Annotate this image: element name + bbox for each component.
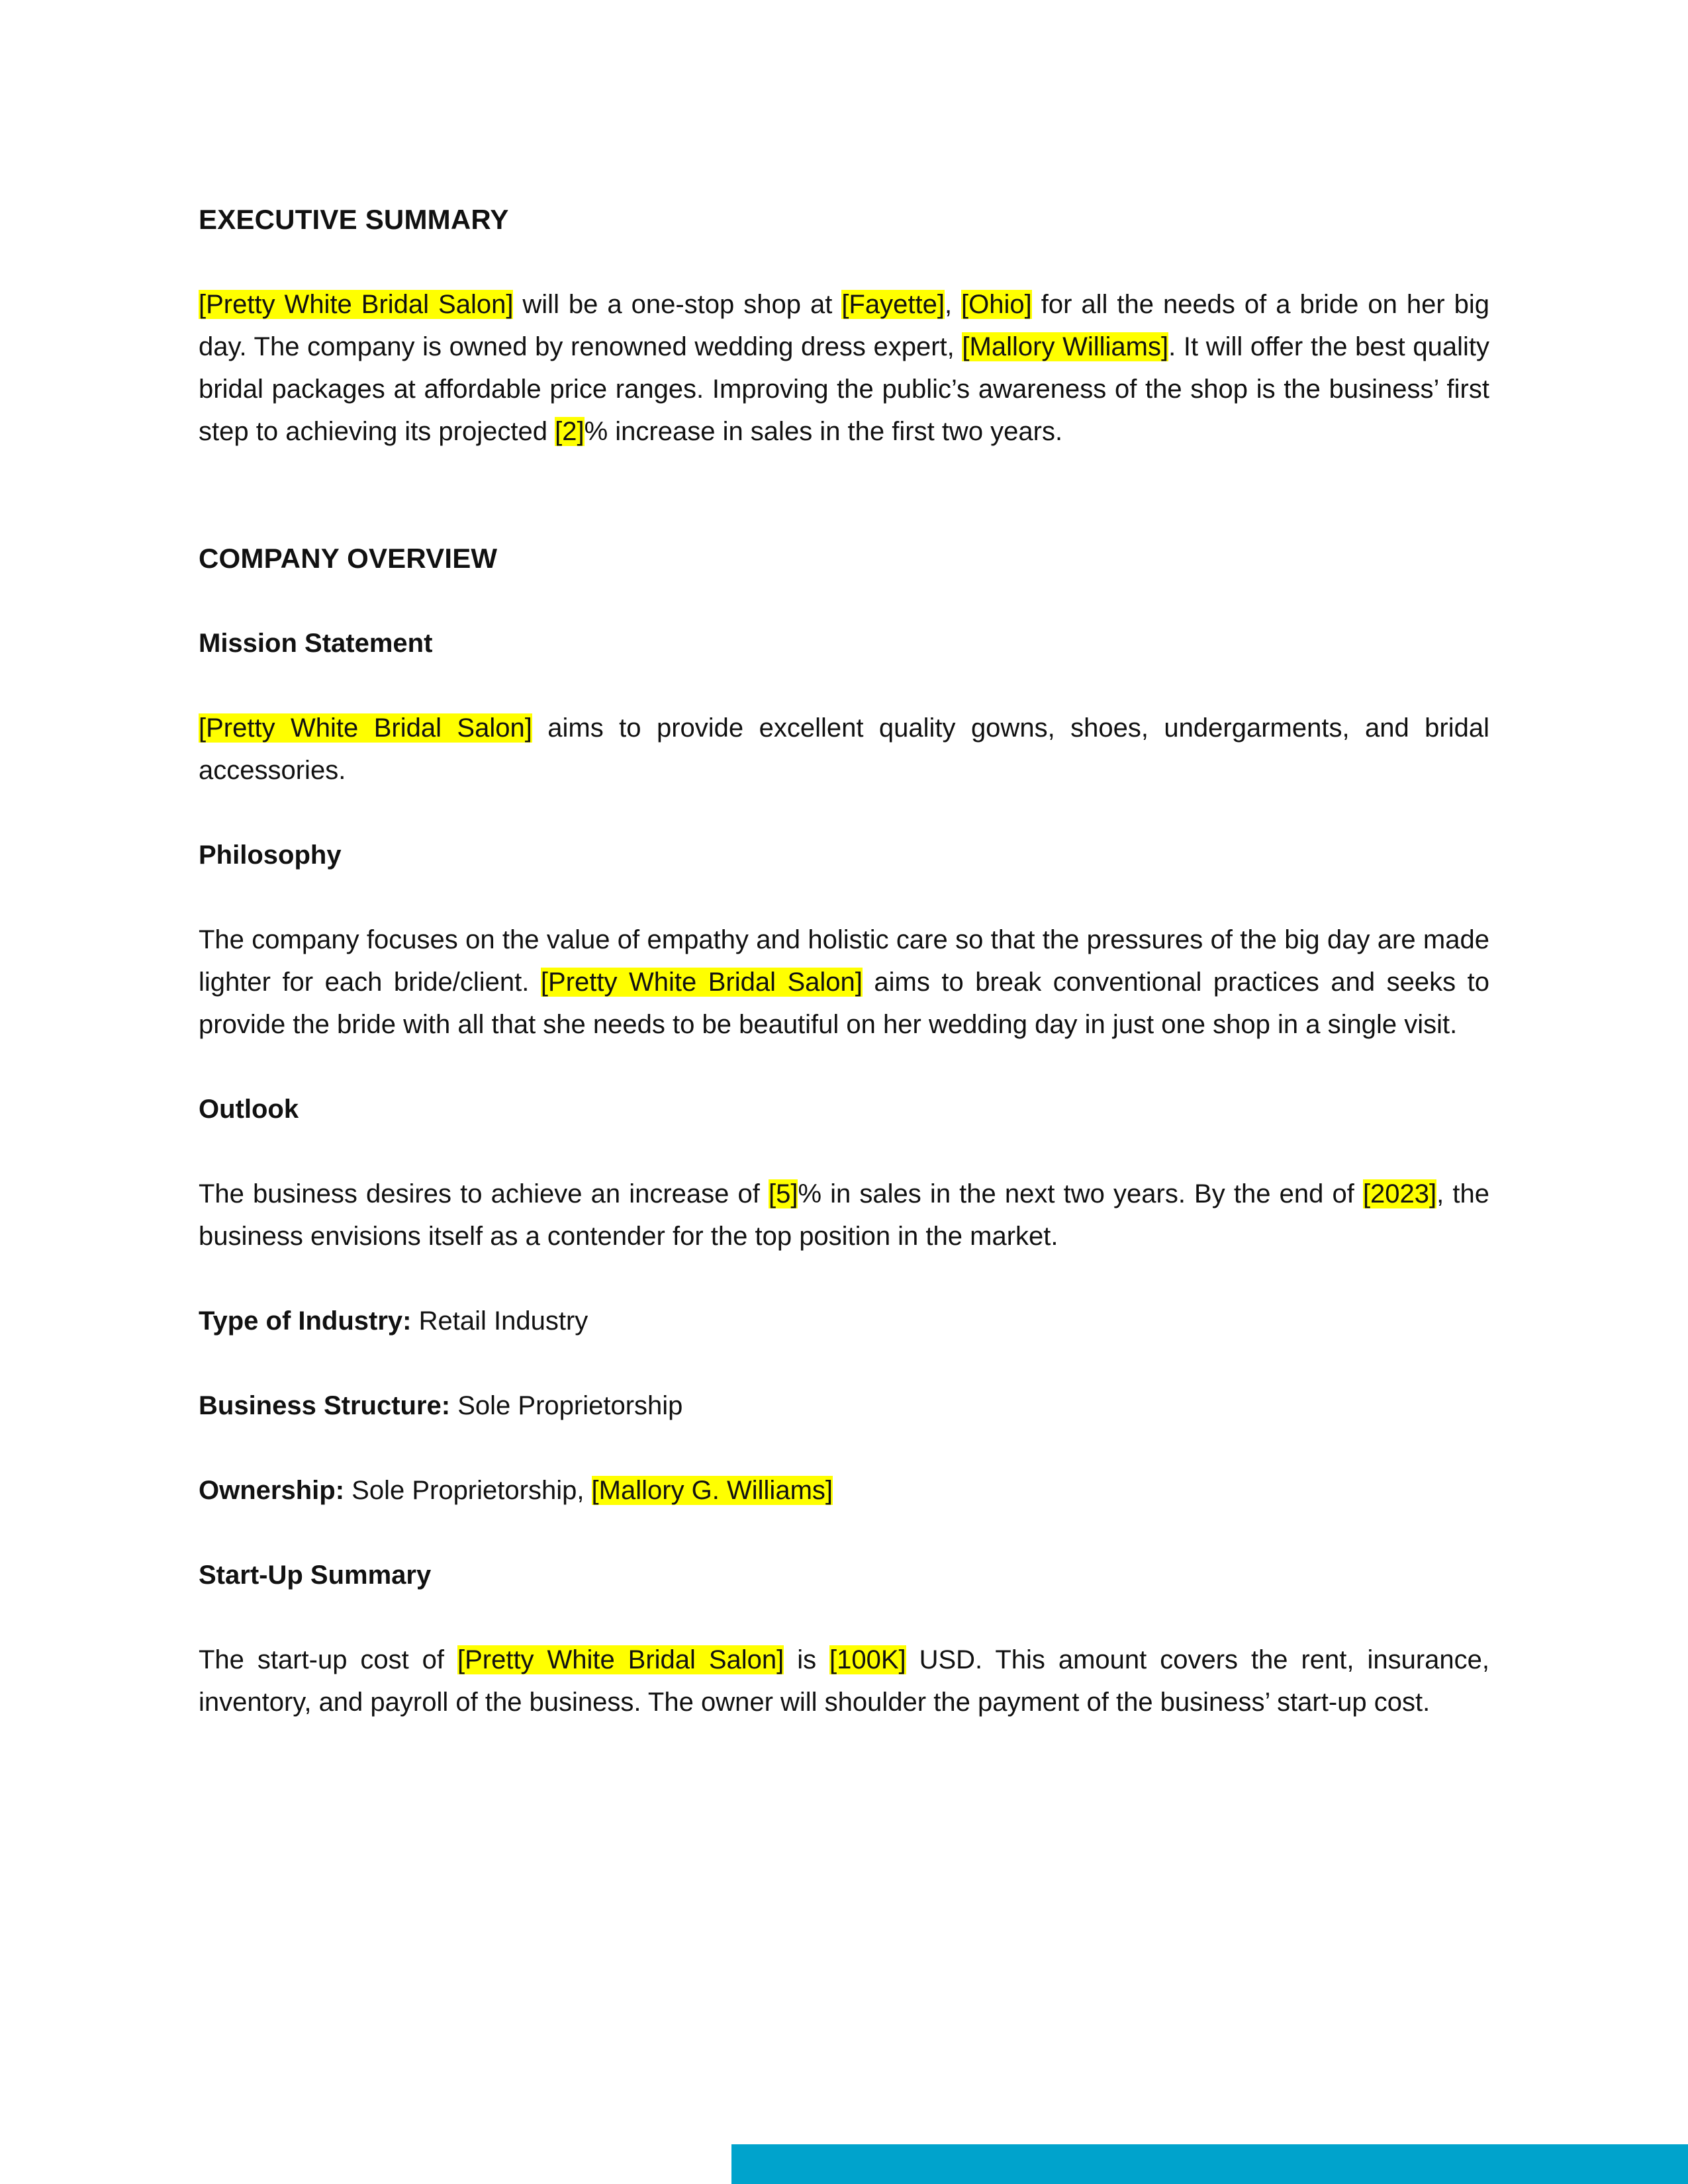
ownership-label: Ownership: xyxy=(199,1476,345,1505)
city-placeholder[interactable]: [Fayette] xyxy=(841,290,945,319)
footer-accent-bar xyxy=(731,2144,1688,2184)
outlook-paragraph xyxy=(199,1173,1489,1257)
company-placeholder[interactable]: [Pretty White Bridal Salon] xyxy=(199,713,532,743)
year-placeholder[interactable]: [2023] xyxy=(1362,1179,1437,1208)
outlook-heading: Outlook xyxy=(199,1095,299,1124)
mission-statement-heading: Mission Statement xyxy=(199,629,433,658)
text-run: aims to break conventional practices and seeks to provide the bride with all that she needs to be beautiful on her wedding day in just one shop in a single visit. xyxy=(199,968,1489,1039)
executive-summary-heading: EXECUTIVE SUMMARY xyxy=(199,204,509,235)
structure-value: Sole Proprietorship xyxy=(450,1391,683,1420)
philosophy-heading: Philosophy xyxy=(199,841,342,870)
industry-line xyxy=(199,1300,1489,1342)
percent-placeholder[interactable]: [2] xyxy=(555,417,585,446)
owner-placeholder[interactable]: [Mallory Williams] xyxy=(962,332,1169,361)
document-page xyxy=(199,199,1489,1723)
text-run: % increase in sales in the first two years. xyxy=(584,417,1063,446)
company-placeholder[interactable]: [Pretty White Bridal Salon] xyxy=(457,1645,784,1674)
text-run: USD. This amount covers the rent, insurance, inventory, and payroll of the business. The owner will shoulder the payment of the business’ start-up cost. xyxy=(199,1645,1489,1717)
text-run: The start-up cost of xyxy=(199,1645,457,1674)
text-run: will be a one-stop shop at xyxy=(513,290,842,319)
ownership-line xyxy=(199,1469,1489,1512)
company-overview-heading: COMPANY OVERVIEW xyxy=(199,543,498,574)
owner-placeholder[interactable]: [Mallory G. Williams] xyxy=(591,1476,833,1505)
executive-summary-paragraph xyxy=(199,283,1489,453)
company-placeholder[interactable]: [Pretty White Bridal Salon] xyxy=(199,290,514,319)
ownership-value: Sole Proprietorship, xyxy=(344,1476,592,1505)
text-run: . It will offer the best quality bridal packages at affordable price ranges. Improving the public’s awareness of the shop is the business’ first step to achieving its projected xyxy=(199,332,1490,446)
amount-placeholder[interactable]: [100K] xyxy=(829,1645,906,1674)
text-run: , the business envisions itself as a contender for the top position in the market. xyxy=(199,1179,1489,1251)
text-run: The company focuses on the value of empathy and holistic care so that the pressures of the big day are made lighter for each bride/client. xyxy=(199,925,1489,997)
industry-label: Type of Industry: xyxy=(199,1306,412,1336)
startup-summary-paragraph xyxy=(199,1639,1489,1723)
state-placeholder[interactable]: [Ohio] xyxy=(961,290,1032,319)
text-run: for all the needs of a bride on her big day. The company is owned by renowned wedding dress expert, xyxy=(199,290,1490,361)
text-run: is xyxy=(784,1645,830,1674)
text-run: , xyxy=(944,290,962,319)
structure-line xyxy=(199,1385,1489,1427)
percent-placeholder[interactable]: [5] xyxy=(769,1179,798,1208)
philosophy-paragraph xyxy=(199,919,1489,1046)
company-placeholder[interactable]: [Pretty White Bridal Salon] xyxy=(540,968,863,997)
mission-statement-paragraph xyxy=(199,707,1489,792)
industry-value: Retail Industry xyxy=(411,1306,588,1336)
text-run: The business desires to achieve an increase of xyxy=(199,1179,769,1208)
structure-label: Business Structure: xyxy=(199,1391,451,1420)
text-run: aims to provide excellent quality gowns, shoes, undergarments, and bridal accessories. xyxy=(199,713,1489,785)
text-run: % in sales in the next two years. By the end of xyxy=(798,1179,1363,1208)
startup-summary-heading: Start-Up Summary xyxy=(199,1561,432,1590)
